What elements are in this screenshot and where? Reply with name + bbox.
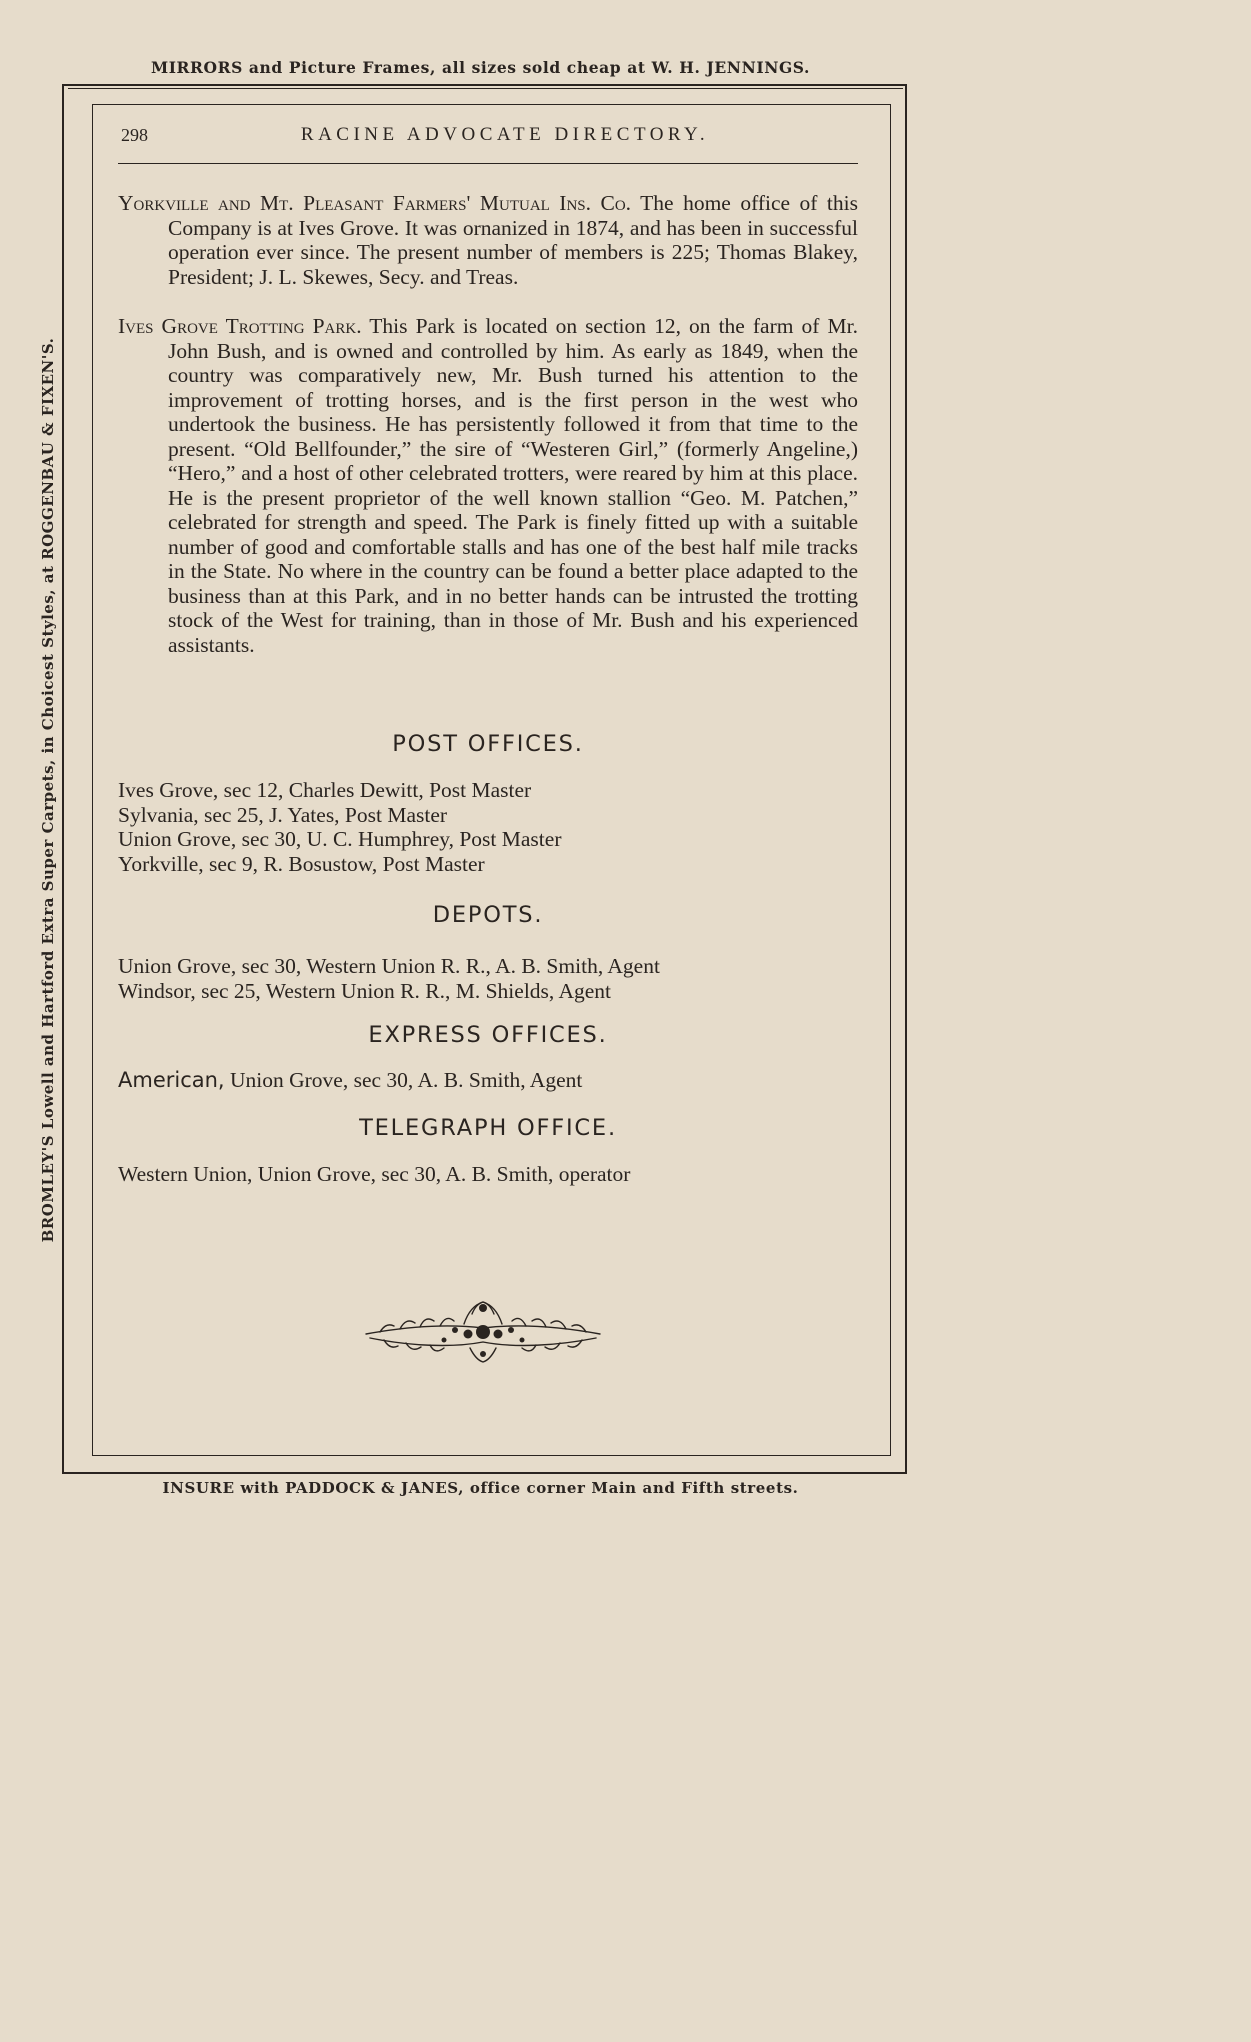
post-offices-heading: POST OFFICES.	[392, 731, 584, 757]
top-advertisement: MIRRORS and Picture Frames, all sizes sold cheap at W. H. JENNINGS.	[150, 58, 811, 77]
office-detail: Union Grove, sec 30, A. B. Smith, operator	[257, 1162, 631, 1186]
company-name: Western Union,	[118, 1162, 253, 1186]
side-advertisement: BROMLEY'S Lowell and Hartford Extra Super Carpets, in Choicest Styles, at ROGGENBAU & FIXEN'S.	[39, 337, 57, 1243]
list-item	[118, 1162, 858, 1187]
office-detail: Union Grove, sec 30, A. B. Smith, Agent	[230, 1068, 583, 1092]
express-offices-list	[118, 1068, 858, 1093]
bottom-advertisement: INSURE with PADDOCK & JANES, office corner Main and Fifth streets.	[162, 1479, 799, 1497]
depots-heading: DEPOTS.	[432, 902, 544, 928]
header-rule	[118, 163, 858, 164]
telegraph-office-list	[118, 1162, 858, 1187]
list-item: Sylvania, sec 25, J. Yates, Post Master	[118, 802, 448, 827]
telegraph-office-heading: TELEGRAPH OFFICE.	[359, 1115, 617, 1141]
list-item: Union Grove, sec 30, Western Union R. R., A. B. Smith, Agent	[118, 954, 660, 978]
running-head: RACINE ADVOCATE DIRECTORY.	[300, 124, 710, 145]
express-offices-heading: EXPRESS OFFICES.	[368, 1022, 608, 1048]
floral-ornament	[360, 1294, 606, 1366]
entry-text: The home office of this Company is at Ives Grove. It was ornanized in 1874, and has been in successful operation ever since. The present number of members is 225; Thomas Blakey, President; J. L. Skewes, Secy. and Treas.	[168, 191, 858, 289]
page-number: 298	[121, 125, 148, 145]
entry-name: Ives Grove Trotting Park.	[118, 314, 362, 338]
list-item: Yorkville, sec 9, R. Bosustow, Post Master	[118, 851, 485, 876]
list-item: Union Grove, sec 30, U. C. Humphrey, Post Master	[118, 827, 562, 851]
post-offices-list	[118, 778, 858, 876]
entry-ives-grove-trotting-park	[118, 314, 858, 657]
entry-text: This Park is located on section 12, on the farm of Mr. John Bush, and is owned and controlled by him. As early as 1849, when the country was comparatively new, Mr. Bush turned his attention to the improvement of trotting horses, and is the first person in the west who undertook the business. He has persistently followed it from that time to the present. “Old Bellfounder,” the sire of “Westeren Girl,” (formerly Angeline,) “Hero,” and a host of other celebrated trotters, were reared by him at this place. He is the present proprietor of the well known stallion “Geo. M. Patchen,” celebrated for strength and speed. The Park is finely fitted up with a suitable number of good and comfortable stalls and has one of the best half mile tracks in the State. No where in the country can be found a better place adapted to the business than at this Park, and in no better hands can be intrusted the trotting stock of the West for training, than in those of Mr. Bush and his experienced assistants.	[168, 314, 858, 657]
list-item: Ives Grove, sec 12, Charles Dewitt, Post Master	[118, 778, 532, 802]
entry-name: Yorkville and Mt. Pleasant Farmers' Mutual Ins. Co.	[118, 191, 632, 215]
depots-list	[118, 954, 858, 1003]
list-item	[118, 1068, 858, 1093]
list-item: Windsor, sec 25, Western Union R. R., M. Shields, Agent	[118, 978, 612, 1003]
company-name: American,	[118, 1068, 225, 1092]
entry-yorkville-mutual-insurance	[118, 191, 858, 289]
